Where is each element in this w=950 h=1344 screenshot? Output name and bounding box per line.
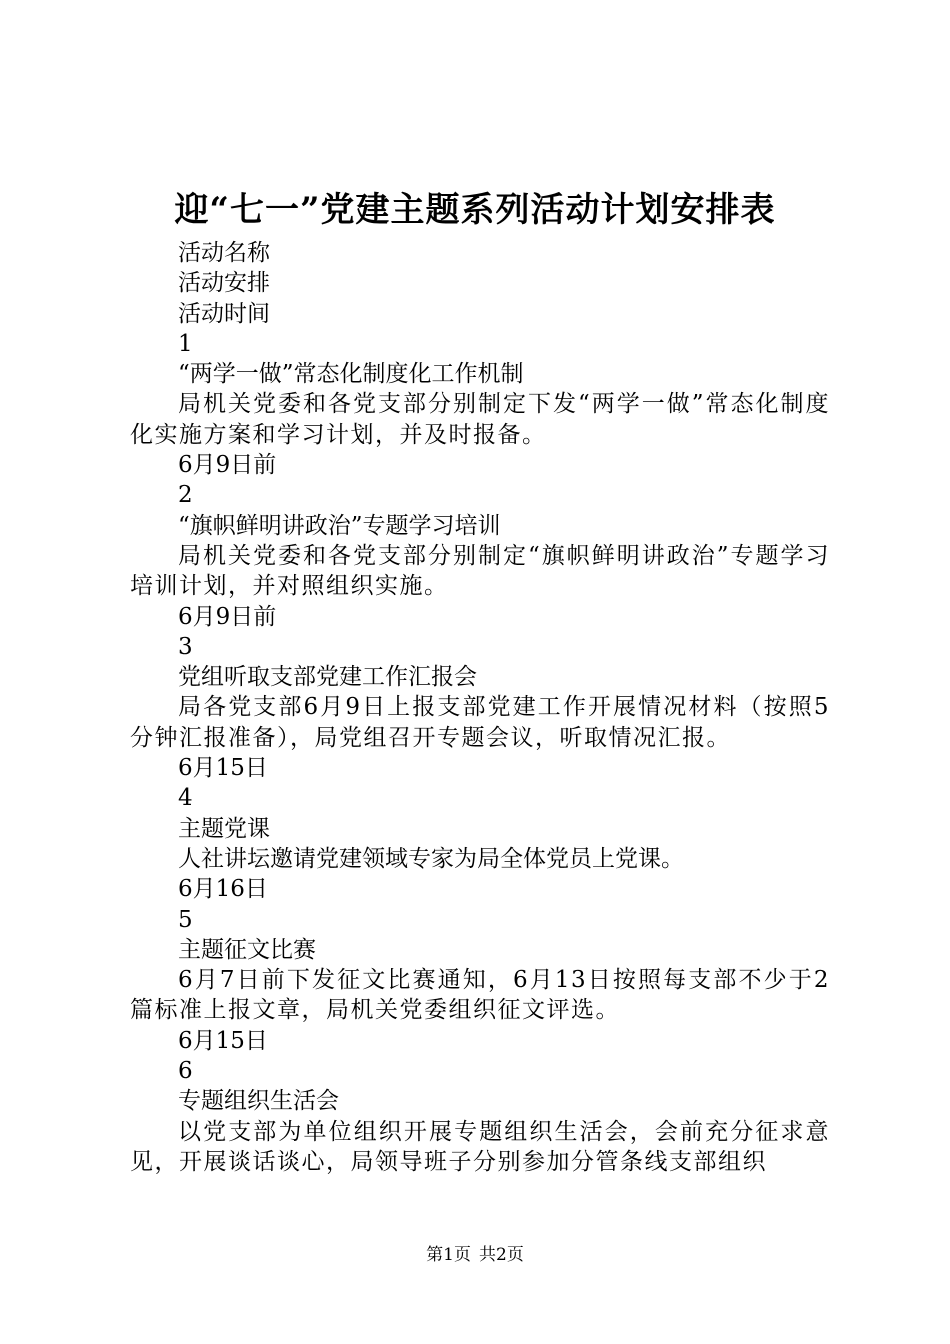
row-number: 4 [178,785,193,812]
row-number: 2 [178,482,193,509]
row-number: 5 [178,906,193,933]
page-number: 第1页 [426,1245,471,1265]
row-activity-time: 6月15日 [178,1027,268,1054]
page-total: 共2页 [479,1245,524,1265]
row-number: 6 [178,1058,193,1085]
header-activity-arrangement: 活动安排 [178,270,270,297]
row-activity-time: 6月16日 [178,876,268,903]
row-activity-arrangement: 6月7日前下发征文比赛通知，6月13日按照每支部不少于2篇标准上报文章，局机关党委组织征文评选。 [130,967,830,1024]
row-activity-name: 党组听取支部党建工作汇报会 [178,664,477,691]
row-activity-time: 6月9日前 [178,603,277,630]
row-activity-arrangement: 局机关党委和各党支部分别制定下发“两学一做”常态化制度化实施方案和学习计划，并及时报备。 [130,391,830,448]
row-number: 1 [178,330,193,357]
row-activity-arrangement: 局各党支部6月9日上报支部党建工作开展情况材料（按照5分钟汇报准备），局党组召开专题会议，听取情况汇报。 [130,694,830,751]
row-activity-arrangement: 人社讲坛邀请党建领域专家为局全体党员上党课。 [178,845,684,872]
row-activity-time: 6月9日前 [178,452,277,479]
row-activity-arrangement: 以党支部为单位组织开展专题组织生活会，会前充分征求意见，开展谈话谈心，局领导班子分别参加分管条线支部组织 [130,1118,830,1175]
row-activity-arrangement: 局机关党委和各党支部分别制定“旗帜鲜明讲政治”专题学习培训计划，并对照组织实施。 [130,542,830,600]
row-activity-name: 主题征文比赛 [178,936,316,963]
row-activity-name: “两学一做”常态化制度化工作机制 [178,361,524,388]
document-title: 迎“七一”党建主题系列活动计划安排表 [174,190,776,230]
row-activity-name: “旗帜鲜明讲政治”专题学习培训 [178,512,501,539]
row-activity-name: 主题党课 [178,815,270,842]
row-number: 3 [178,633,193,660]
header-activity-time: 活动时间 [178,300,270,327]
page-footer [0,1243,950,1267]
row-activity-name: 专题组织生活会 [178,1088,339,1115]
document-body [130,238,830,1177]
row-activity-time: 6月15日 [178,755,268,782]
header-activity-name: 活动名称 [178,240,270,266]
